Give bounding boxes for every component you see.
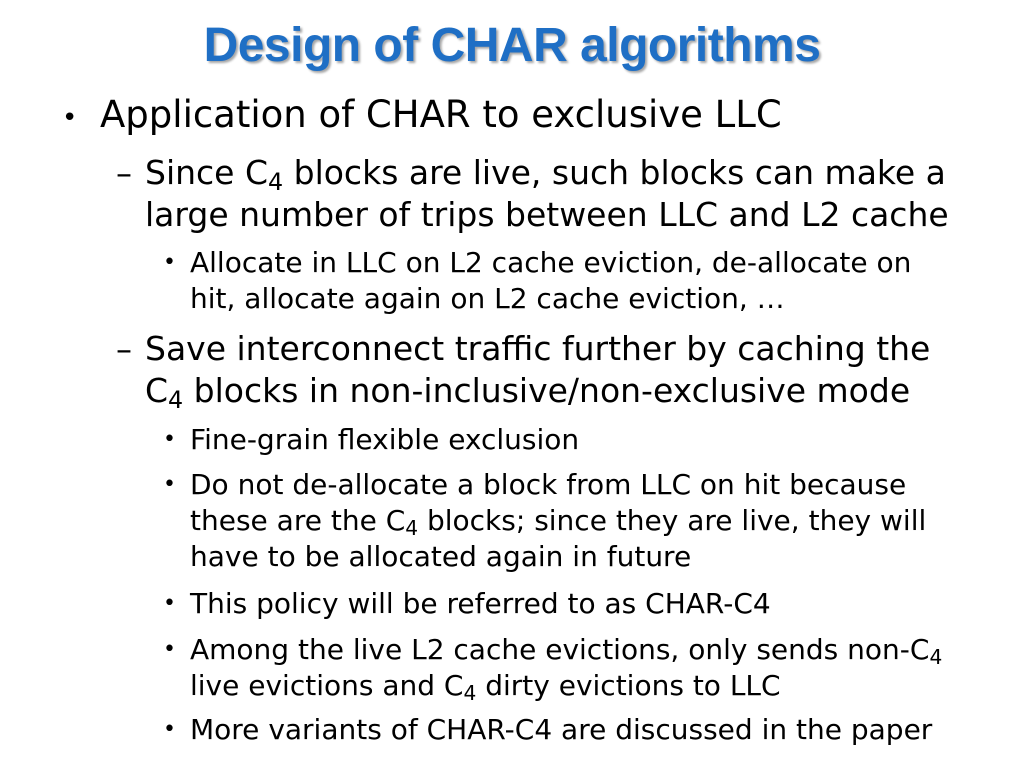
- sub-sub-bullet-marker: •: [163, 717, 176, 742]
- sub-sub-bullet-text: Fine-grain flexible exclusion: [190, 423, 580, 456]
- sub-bullet-text-continued: large number of trips between LLC and L2 cache: [145, 195, 949, 234]
- sub-sub-bullet-text-continued: these are the $C_4$ blocks; since they are live, they will: [190, 504, 927, 541]
- sub-sub-bullet-text: Allocate in LLC on L2 cache eviction, de-allocate on: [190, 246, 912, 279]
- sub-bullet-text: Save interconnect traffic further by caching the: [145, 329, 931, 368]
- sub-bullet-marker: –: [116, 330, 132, 368]
- sub-sub-bullet-marker: •: [163, 472, 176, 497]
- sub-bullet-text: Since $C_4$ blocks are live, such blocks can make a: [145, 153, 946, 196]
- sub-sub-bullet-text: More variants of CHAR-C4 are discussed in the paper: [190, 713, 933, 746]
- sub-sub-bullet-text-continued: have to be allocated again in future: [190, 540, 692, 573]
- sub-sub-bullet-text: Among the live L2 cache evictions, only sends non-$C_4$: [190, 633, 943, 670]
- sub-sub-bullet-marker: •: [163, 591, 176, 616]
- sub-bullet-marker: –: [116, 154, 132, 192]
- bullet-marker: •: [62, 103, 78, 133]
- sub-sub-bullet-marker: •: [163, 427, 176, 452]
- sub-bullet-text-continued: $C_4$ blocks in non-inclusive/non-exclusive mode: [145, 371, 911, 414]
- sub-sub-bullet-text: This policy will be referred to as CHAR-C4: [190, 587, 771, 620]
- slide-title: Design of CHAR algorithms: [203, 19, 821, 72]
- bullet-text: Application of CHAR to exclusive LLC: [100, 93, 782, 136]
- sub-sub-bullet-marker: •: [163, 250, 176, 275]
- sub-sub-bullet-text-continued: live evictions and $C_4$ dirty evictions to LLC: [190, 669, 781, 706]
- sub-sub-bullet-text-continued: hit, allocate again on L2 cache eviction, …: [190, 282, 785, 315]
- sub-sub-bullet-marker: •: [163, 637, 176, 662]
- sub-sub-bullet-text: Do not de-allocate a block from LLC on hit because: [190, 468, 907, 501]
